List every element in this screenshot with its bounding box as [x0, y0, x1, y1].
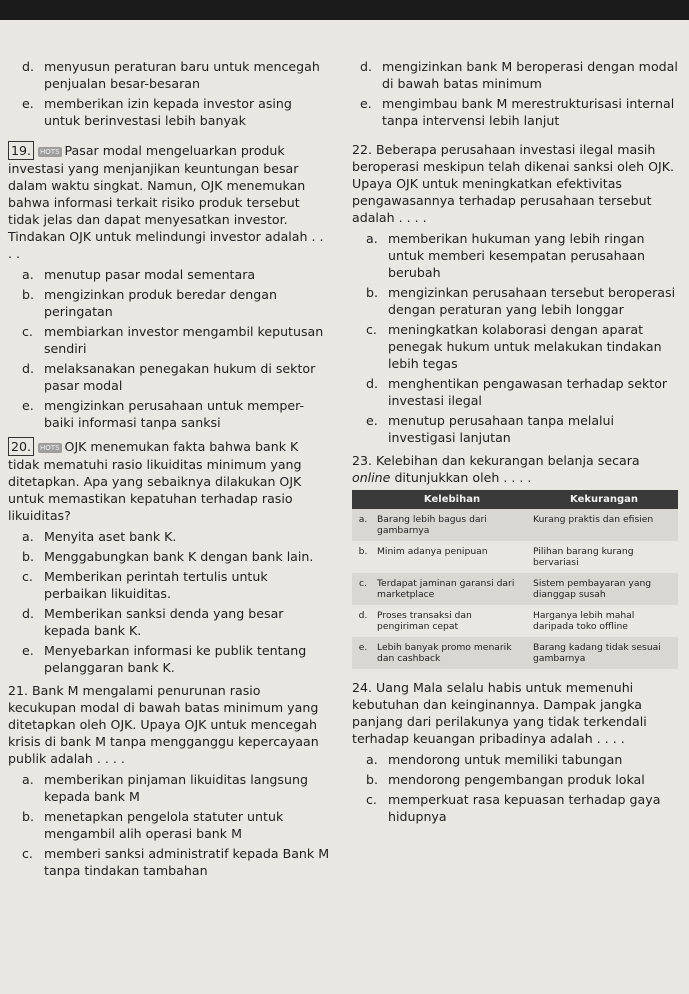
- table-row[interactable]: d. Proses transaksi dan pengiriman cepat Harganya lebih mahal daripada toko offline: [352, 605, 678, 637]
- option-b[interactable]: b. mendorong pengembangan produk lokal: [366, 772, 645, 787]
- question-19: [8, 141, 330, 431]
- option-c[interactable]: c. meningkatkan kolaborasi dengan aparat penegak hukum untuk melakukan tindakan lebih tegas: [366, 322, 662, 371]
- option-c[interactable]: c. memberi sanksi administratif kepada Bank M tanpa tindakan tambahan: [22, 846, 330, 878]
- question-22: [352, 141, 680, 446]
- option-a[interactable]: a. mendorong untuk memiliki tabungan: [366, 752, 623, 767]
- hots-badge: HOTS: [40, 147, 60, 156]
- option-a[interactable]: a. Menyita aset bank K.: [22, 529, 177, 544]
- option-c[interactable]: c. Memberikan perintah tertulis untuk perbaikan likuiditas.: [22, 569, 268, 601]
- table-row[interactable]: e. Lebih banyak promo menarik dan cashback Barang kadang tidak sesuai gambarnya: [352, 637, 678, 669]
- question-21: [8, 682, 330, 879]
- question-number: 20.: [8, 437, 34, 456]
- option-b[interactable]: b. mengizinkan produk beredar dengan peringatan: [22, 287, 277, 319]
- table-header-kelebihan: Kelebihan: [374, 490, 530, 509]
- question-stem: Pasar modal mengeluarkan produk investasi yang menjanjikan keuntungan besar dalam waktu singkat. Namun, OJK menemukan bahwa informasi terkait risiko produk tersebut tidak jelas dan dapat menyesatkan investor. Tindakan OJK untuk melindungi investor adalah . . . .: [8, 143, 324, 261]
- question-stem-end: ditunjukkan oleh . . . .: [394, 470, 532, 485]
- table-header-kekurangan: Kekurangan: [530, 490, 678, 509]
- option-c[interactable]: c. membiarkan investor mengambil keputusan sendiri: [22, 324, 324, 356]
- question-number: 19.: [8, 141, 34, 160]
- table-row[interactable]: c. Terdapat jaminan garansi dari marketplace Sistem pembayaran yang dianggap susah: [352, 573, 678, 605]
- option-b[interactable]: b. mengizinkan perusahaan tersebut beroperasi dengan peraturan yang lebih longgar: [366, 285, 676, 317]
- question-number: 22.: [352, 142, 373, 157]
- question-stem: Kelebihan dan kekurangan belanja secara: [376, 453, 640, 468]
- option-d[interactable]: d. Memberikan sanksi denda yang besar kepada bank K.: [22, 606, 284, 638]
- option-a[interactable]: a. menutup pasar modal sementara: [22, 267, 256, 282]
- option-b[interactable]: b. Menggabungkan bank K dengan bank lain.: [22, 549, 314, 564]
- option-a[interactable]: a. memberikan pinjaman likuiditas langsung kepada bank M: [22, 772, 308, 804]
- question-stem: Uang Mala selalu habis untuk memenuhi kebutuhan dan keinginannya. Dampak jangka panjang dari perilakunya yang tidak terkendali terhadap keuangan pribadinya adalah . . . .: [352, 680, 647, 746]
- top-dark-edge: [0, 0, 689, 20]
- option-d[interactable]: d. melaksanakan penegakan hukum di sektor pasar modal: [22, 361, 316, 393]
- question-20: [8, 437, 330, 676]
- question-number: 23.: [352, 453, 373, 468]
- carry-over-options-right: [352, 58, 680, 129]
- table-row[interactable]: b. Minim adanya penipuan Pilihan barang kurang bervariasi: [352, 541, 678, 573]
- question-stem: Beberapa perusahaan investasi ilegal masih beroperasi meskipun telah dikenai sanksi oleh OJK. Upaya OJK untuk meningkatkan efektivitas pengawasannya terhadap perusahaan tersebut adalah . . . .: [352, 142, 674, 225]
- option-a[interactable]: a. memberikan hukuman yang lebih ringan untuk memberi kesempatan perusahaan berubah: [366, 231, 645, 280]
- option-c[interactable]: c. memperkuat rasa kepuasan terhadap gaya hidupnya: [366, 792, 661, 824]
- left-column: [8, 58, 330, 883]
- options-table: [352, 490, 678, 669]
- option-e[interactable]: e. Menyebarkan informasi ke publik tentang pelanggaran bank K.: [22, 643, 307, 675]
- option-d[interactable]: d. menyusun peraturan baru untuk mencegah penjualan besar-besaran: [22, 59, 320, 91]
- option-d[interactable]: d. menghentikan pengawasan terhadap sektor investasi ilegal: [366, 376, 668, 408]
- question-stem: Bank M mengalami penurunan rasio kecukupan modal di bawah batas minimum yang ditetapkan oleh OJK. Upaya OJK untuk mencegah krisis di bank M tanpa mengganggu kepercayaan publik adalah . . . .: [8, 683, 319, 766]
- option-e[interactable]: e. mengizinkan perusahaan untuk memper-baiki informasi tanpa sanksi: [22, 398, 305, 430]
- option-b[interactable]: b. menetapkan pengelola statuter untuk mengambil alih operasi bank M: [22, 809, 284, 841]
- option-d[interactable]: d. mengizinkan bank M beroperasi dengan modal di bawah batas minimum: [360, 59, 678, 91]
- question-number: 21.: [8, 683, 29, 698]
- right-column: [352, 58, 680, 829]
- question-23: [352, 452, 680, 669]
- hots-badge: HOTS: [40, 443, 60, 452]
- question-24: [352, 679, 680, 825]
- option-e[interactable]: e. menutup perusahaan tanpa melalui investigasi lanjutan: [366, 413, 615, 445]
- carry-over-options-left: [8, 58, 330, 129]
- question-stem: OJK menemukan fakta bahwa bank K tidak mematuhi rasio likuiditas minimum yang ditetapkan. Apa yang sebaiknya dilakukan OJK untuk memastikan kepatuhan terhadap rasio likuiditas?: [8, 439, 302, 523]
- question-stem-italic: online: [352, 470, 391, 485]
- option-e[interactable]: e. mengimbau bank M merestrukturisasi internal tanpa intervensi lebih lanjut: [360, 96, 675, 128]
- question-number: 24.: [352, 680, 373, 695]
- option-e[interactable]: e. memberikan izin kepada investor asing untuk berinvestasi lebih banyak: [22, 96, 292, 128]
- table-row[interactable]: a. Barang lebih bagus dari gambarnya Kurang praktis dan efisien: [352, 509, 678, 541]
